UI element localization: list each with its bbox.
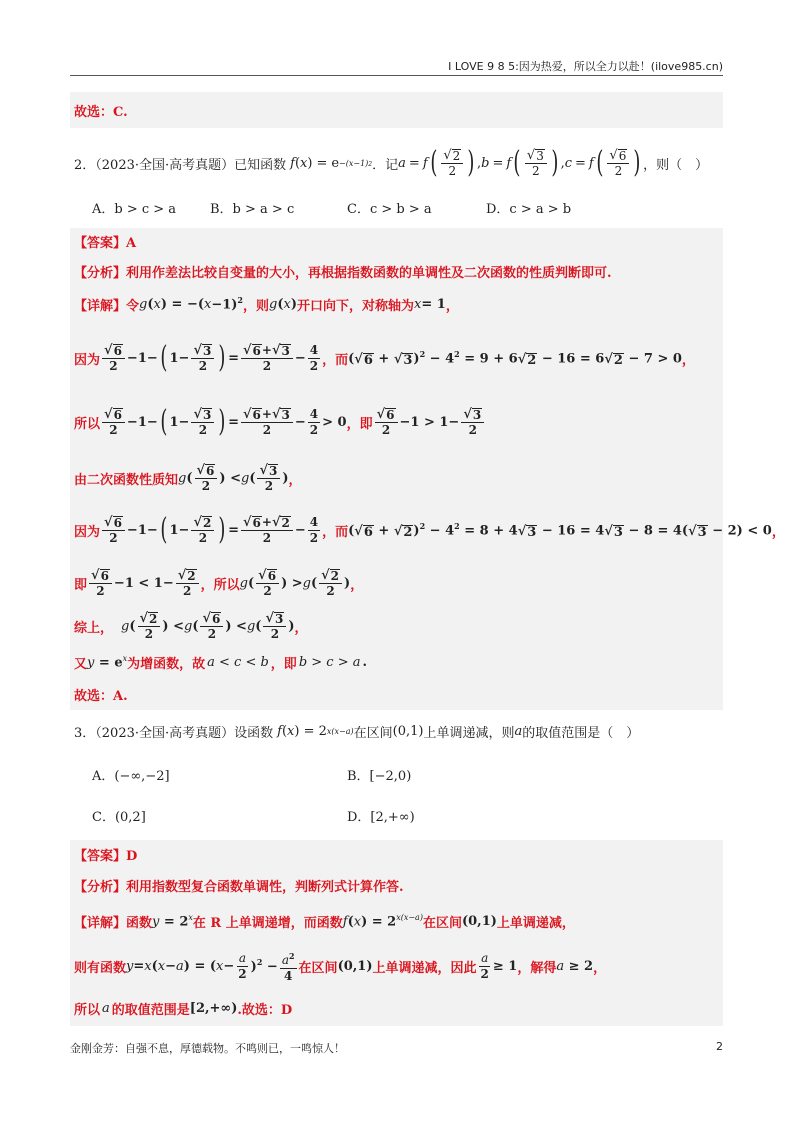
q3-stem-mid: 在区间 [353, 725, 393, 741]
q2-detail-line1: 【详解】令 g ( x ) = −( x −1)$^2$ ，则 g ( x ) 开口向下，对称轴为 x = 1 ， [74, 295, 459, 314]
header-divider [70, 75, 723, 76]
prev-choose: 故选：C. [74, 105, 128, 120]
q2-detail-line8: 又 $y = e^x$ 为增函数，故 a < c < b ，即 b > c > a . [74, 654, 368, 672]
q2-detail-line2: 因为 √ 6 2 −1− ( 1− √ 3 2 ) = √ 6 + √ 3 2 − $\frac{4}{2}$ ，而 ( √ 6 + √ 3 )$^2 - 4^2 = 9 + 6$ √ 2 − 16 = 6 √ 2 − 7 > 0 ， [74, 340, 695, 375]
q2-because: 因为 [74, 352, 101, 368]
q2-analysis: 【分析】利用作差法比较自变量的大小，再根据指数函数的单调性及二次函数的性质判断即可. [74, 266, 612, 281]
q3-stem-tail: 的取值范围是（ ） [522, 725, 640, 741]
question-2-stem: 2．（2023·全国·高考真题）已知函数 f ( x ) = e −(x−1)2 ．记 a = f ( √ 2 2 ) , b = f ( √ 3 2 ) , c = f ( √ 6 2 ) ，则（ ） [74, 145, 709, 180]
q3-analysis: 【分析】利用指数型复合函数单调性，判断列式计算作答. [74, 880, 404, 895]
q3-so: 所以 [74, 1002, 101, 1018]
q3-stem-prefix: 3．（2023·全国·高考真题）设函数 [74, 725, 274, 741]
q3-detail-line1: 【详解】函数 $y = 2^x$ 在 R 上单调递增，而函数 $f(x) = 2^{x(x-a)}$ 在区间 (0,1) 上单调递减， [74, 912, 575, 931]
q2-stem-mid: ．记 [372, 157, 399, 173]
q2-option-c: C．c > b > a [347, 202, 432, 217]
q2-also: 又 [74, 657, 88, 672]
q2-detail-line5: 因为 √ 6 2 −1− ( 1− √ 2 2 ) = √ 6 + √ 2 2 − $\frac{4}{2}$ ，而 ( √ 6 + √ 2 )$^2 - 4^2 = 8 + 4$ √ 3 − 16 = 4 √ 3 − 8 = 4( √ 3 − 2) < 0 ， [74, 512, 785, 547]
q3-d1: 在 R 上单调递增，而函数 [192, 915, 343, 931]
q2-detail-text1: ，则 [243, 298, 270, 314]
q2-stem-end: ，则（ ） [643, 157, 709, 173]
q3-then: 则有函数 [74, 960, 127, 976]
q2-because-2: 因为 [74, 524, 101, 540]
q3-d5: 上单调递减，因此 [372, 960, 477, 976]
q2-option-a: A．b > c > a [92, 202, 177, 217]
q2-and: ，而 [322, 352, 349, 368]
answer-band-prev [70, 92, 723, 128]
q2-summary: 综上， [74, 620, 114, 636]
q3-choose: .故选：D [237, 1002, 293, 1018]
q3-answer: 【答案】D [74, 849, 138, 864]
q2-choose: 故选：A. [74, 689, 128, 704]
q2-detail-line3: 所以 √ 6 2 −1− ( 1− √ 3 2 ) = √ 6 + √ 3 2 − $\frac{4}{2}$ > 0 ，即 √ 6 2 −1 > 1− √ 3 2 [74, 400, 486, 444]
q3-detail-line2: 则有函数 y = x ( x − a ) = ( x − $\frac{a}{2}$ )$^2$ − $\frac{a^2}{4}$ 在区间 (0,1) 上单调递减，因此 $\frac{a}{2}$ ≥ 1 ，解得 a ≥ 2 ， [74, 950, 607, 983]
q2-detail-line6: 即 √ 6 2 −1 < 1− √ 2 2 ，所以 g ( √ 6 2 ) > g ( √ 2 2 ) ， [74, 567, 364, 598]
q3-option-b: B．[−2,0) [347, 769, 412, 784]
q2-ie2: ，即 [270, 657, 297, 672]
q3-option-d: D．[2,+∞) [347, 810, 415, 825]
q2-detail-text2: 开口向下，对称轴为 [297, 298, 415, 314]
q2-option-d: D．c > a > b [486, 202, 572, 217]
q3-d3: 上单调递减， [496, 915, 575, 931]
q3-detail-line3: 所以 a 的取值范围是 [2,+∞) .故选：D [74, 1000, 293, 1018]
page-number: 2 [716, 1040, 723, 1053]
q3-d6: ，解得 [517, 960, 557, 976]
q2-and-2: ，而 [322, 524, 349, 540]
q2-ji: 即 [74, 577, 88, 593]
q3-d2: 在区间 [422, 915, 462, 931]
q2-answer: 【答案】A [74, 236, 137, 251]
q2-detail-line4: 由二次函数性质知 g ( √ 6 2 ) < g ( √ 3 2 ) ， [74, 462, 302, 493]
q3-option-c: C．(0,2] [92, 810, 146, 825]
q2-so2: ，所以 [200, 577, 240, 593]
q3-d4: 在区间 [298, 960, 338, 976]
q2-stem-prefix: 2．（2023·全国·高考真题）已知函数 [74, 157, 287, 173]
q2-ie: ，即 [346, 416, 373, 432]
q3-range: 的取值范围是 [111, 1002, 190, 1018]
question-3-stem: 3．（2023·全国·高考真题）设函数 f ( x ) = 2 x(x−a) 在区间 (0,1) 上单调递减，则 a 的取值范围是（ ） [74, 723, 640, 741]
q3-stem-end: 上单调递减，则 [423, 725, 515, 741]
q3-detail-label: 【详解】函数 [74, 915, 153, 931]
page-header: I LOVE 9 8 5:因为热爱，所以全力以赴！(ilove985.cn) [448, 60, 723, 73]
q2-so: 所以 [74, 416, 101, 432]
q3-option-a: A．(−∞,−2] [92, 769, 170, 784]
q2-inc: 为增函数，故 [127, 657, 206, 672]
q2-detail-line7: 综上， g ( √ 2 2 ) < g ( √ 6 2 ) < g ( √ 3 2 ) ， [74, 610, 308, 641]
q2-from-quad: 由二次函数性质知 [74, 472, 179, 488]
q2-detail-label: 【详解】令 [74, 298, 140, 314]
footer-motto: 金刚金芳：自强不息，厚德载物。不鸣则已，一鸣惊人！ [70, 1042, 345, 1055]
q2-option-b: B．b > a > c [210, 202, 295, 217]
